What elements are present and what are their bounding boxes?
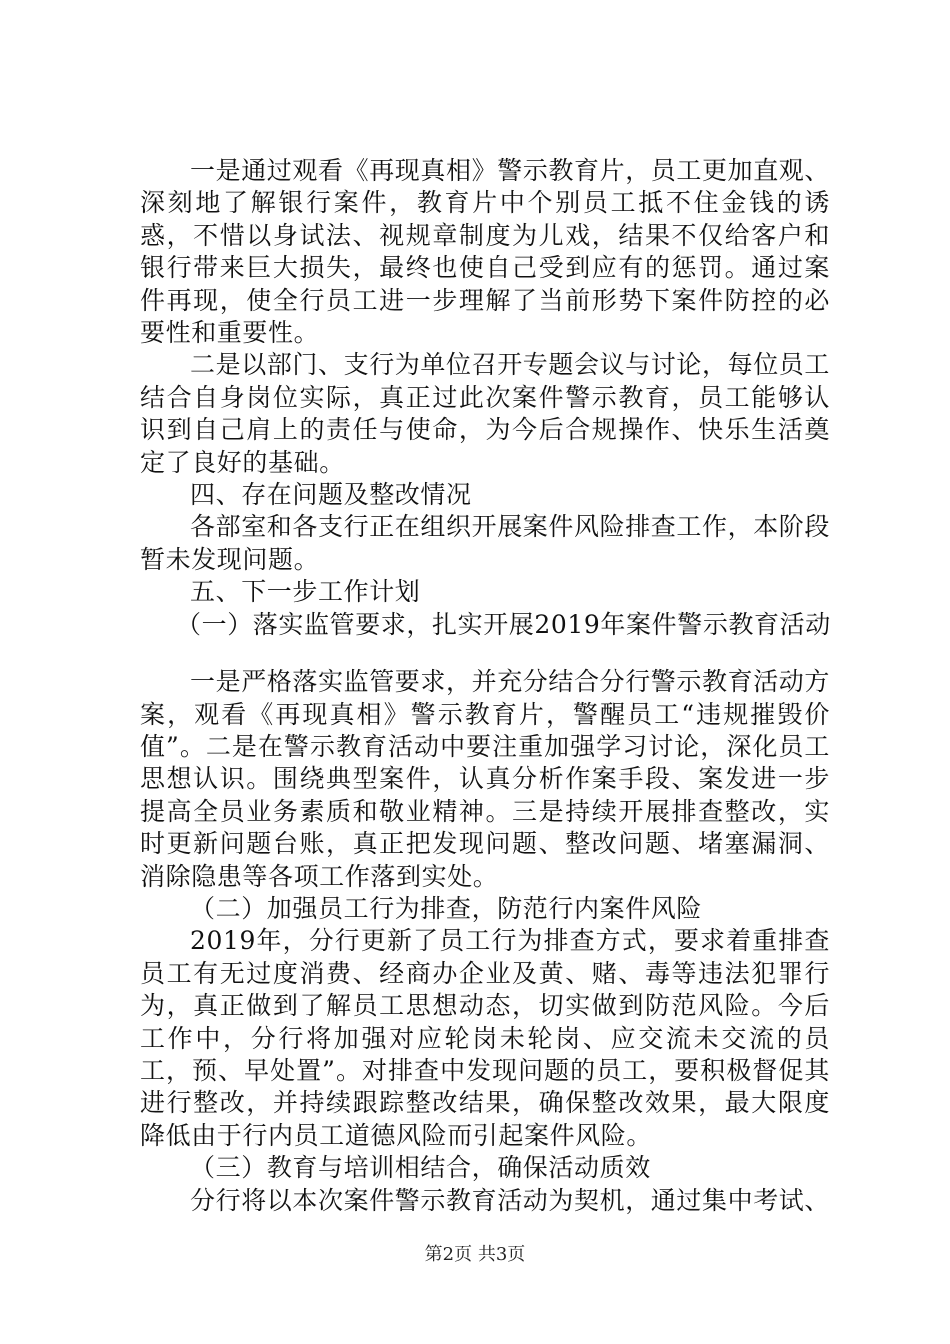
page-footer: 第2页 共3页 [424, 1244, 526, 1265]
subheading-1: （一）落实监管要求，扎实开展2019年案件警示教育活动 [176, 609, 831, 639]
spacer [140, 641, 830, 666]
paragraph-4: 一是严格落实监管要求，并充分结合分行警示教育活动方案，观看《再现真相》警示教育片，警醒员工“违规摧毁价值”。二是在警示教育活动中要注重加强学习讨论，深化员工思想认识。围绕典型案件，认真分析作案手段、案发进一步提高全员业务素质和敬业精神。三是持续开展排查整改，实时更新问题台账，真正把发现问题、整改问题、堵塞漏洞、消除隐患等各项工作落到实处。 [140, 667, 831, 891]
paragraph-6: 分行将以本次案件警示教育活动为契机，通过集中考试、 [190, 1185, 831, 1215]
paragraph-1: 一是通过观看《再现真相》警示教育片，员工更加直观、深刻地了解银行案件，教育片中个别员工抵不住金钱的诱惑，不惜以身试法、视规章制度为儿戏，结果不仅给客户和银行带来巨大损失，最终也使自己受到应有的惩罚。通过案件再现，使全行员工进一步理解了当前形势下案件防控的必要性和重要性。 [140, 156, 831, 348]
paragraph-2: 二是以部门、支行为单位召开专题会议与讨论，每位员工结合自身岗位实际，真正过此次案件警示教育，员工能够认识到自己肩上的责任与使命，为今后合规操作、快乐生活奠定了良好的基础。 [140, 350, 831, 477]
paragraph-3: 各部室和各支行正在组织开展案件风险排查工作，本阶段暂未发现问题。 [140, 512, 831, 574]
subheading-2: （二）加强员工行为排查，防范行内案件风险 [190, 893, 703, 923]
subheading-3: （三）教育与培训相结合，确保活动质效 [190, 1153, 651, 1183]
paragraph-5: 2019年，分行更新了员工行为排查方式，要求着重排查员工有无过度消费、经商办企业及黄、赌、毒等违法犯罪行为，真正做到了解员工思想动态，切实做到防范风险。今后工作中，分行将加强对应轮岗未轮岗、应交流未交流的员工，预、早处置”。对排查中发现问题的员工，要积极督促其进行整改，并持续跟踪整改结果，确保整改效果，最大限度降低由于行内员工道德风险而引起案件风险。 [140, 926, 830, 1150]
section-heading-5: 五、下一步工作计划 [190, 577, 421, 607]
section-heading-4: 四、存在问题及整改情况 [190, 480, 472, 510]
document-body [140, 155, 830, 1217]
